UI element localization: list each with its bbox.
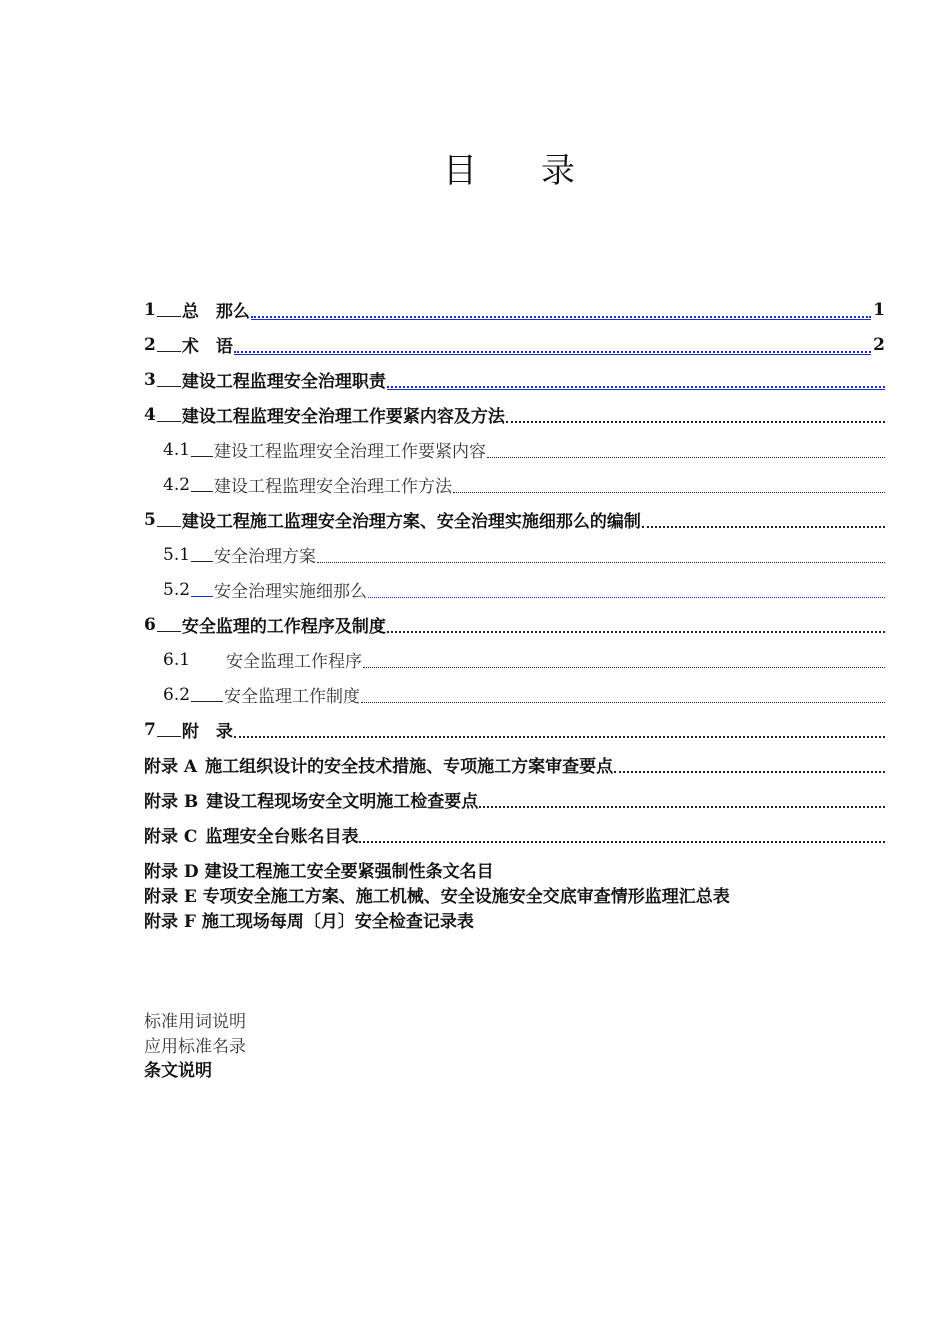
- toc-entry-number: 4: [144, 404, 156, 425]
- toc-dot-leader: [361, 698, 885, 703]
- toc-dot-leader: [317, 558, 885, 563]
- referenced-standards-line[interactable]: 应用标准名录: [144, 1037, 246, 1057]
- toc-entry-separator: [191, 490, 213, 492]
- standard-terms-line[interactable]: 标准用词说明: [144, 1012, 246, 1032]
- toc-entry[interactable]: [144, 327, 885, 362]
- table-of-contents: [144, 292, 885, 852]
- toc-entry-separator: [191, 595, 213, 597]
- toc-entry-label: 总 那么: [181, 302, 250, 322]
- toc-page-number: 1: [873, 299, 885, 320]
- toc-entry[interactable]: [144, 572, 885, 607]
- toc-page-number: 2: [873, 334, 885, 355]
- toc-entry[interactable]: [144, 432, 885, 467]
- toc-entry[interactable]: [144, 712, 885, 747]
- toc-entry-number: 4.2: [163, 474, 191, 495]
- toc-entry-label: 施工组织设计的安全技术措施、专项施工方案审查要点: [205, 757, 614, 777]
- toc-entry-number: 7: [144, 719, 156, 740]
- toc-entry[interactable]: [144, 537, 885, 572]
- toc-entry-number: 5.1: [163, 544, 191, 565]
- toc-entry-separator: [157, 385, 181, 387]
- toc-dot-leader: [387, 627, 885, 633]
- toc-entry-label: 建设工程施工监理安全治理方案、安全治理实施细那么的编制: [181, 512, 641, 532]
- appendix-d-line[interactable]: 附录 D 建设工程施工安全要紧强制性条文名目: [144, 862, 494, 882]
- toc-entry-separator: [157, 350, 181, 352]
- toc-entry-number: 附录 C: [144, 827, 198, 847]
- toc-entry-number: 附录 B: [144, 792, 199, 812]
- toc-entry-label: 建设工程监理安全治理工作要紧内容及方法: [181, 407, 505, 427]
- page-title: [0, 143, 950, 192]
- toc-entry-separator: [157, 315, 181, 317]
- toc-dot-leader: [614, 767, 885, 773]
- toc-entry-label: 安全治理实施细那么: [214, 582, 368, 602]
- toc-entry-label: 安全监理工作制度: [224, 687, 361, 707]
- toc-entry[interactable]: [144, 397, 885, 432]
- toc-entry-number: 2: [144, 334, 156, 355]
- toc-entry-label: 安全监理工作程序: [226, 652, 363, 672]
- toc-dot-leader: [487, 453, 885, 458]
- toc-entry-separator: [157, 630, 181, 632]
- toc-dot-leader: [251, 312, 871, 318]
- toc-entry[interactable]: [144, 607, 885, 642]
- toc-entry[interactable]: [144, 642, 885, 677]
- toc-dot-leader: [453, 488, 885, 493]
- toc-entry-separator: [157, 420, 181, 422]
- toc-entry-number: 5: [144, 509, 156, 530]
- toc-entry-separator: [191, 666, 225, 667]
- appendix-f-line[interactable]: 附录 F 施工现场每周〔月〕安全检查记录表: [144, 912, 474, 932]
- toc-entry-separator: [191, 455, 213, 457]
- toc-entry[interactable]: [144, 677, 885, 712]
- toc-entry-separator: [191, 700, 223, 702]
- toc-entry[interactable]: [144, 782, 885, 817]
- toc-entry-label: 安全治理方案: [214, 547, 317, 567]
- toc-entry-label: 附 录: [181, 722, 233, 742]
- toc-entry[interactable]: [144, 747, 885, 782]
- toc-entry-label: 建设工程监理安全治理工作要紧内容: [214, 442, 487, 462]
- toc-entry-label: 建设工程监理安全治理工作方法: [214, 477, 453, 497]
- toc-entry-label: 安全监理的工作程序及制度: [181, 617, 386, 637]
- toc-entry-number: 5.2: [163, 579, 191, 600]
- toc-dot-leader: [363, 663, 885, 668]
- toc-entry-number: 附录 A: [144, 757, 198, 777]
- title-char-2: 录: [541, 151, 577, 191]
- toc-entry[interactable]: [144, 292, 885, 327]
- toc-entry[interactable]: [144, 817, 885, 852]
- toc-entry-separator: [157, 525, 181, 527]
- toc-dot-leader: [506, 417, 885, 423]
- appendix-e-line[interactable]: 附录 E 专项安全施工方案、施工机械、安全设施安全交底审查情形监理汇总表: [144, 887, 730, 907]
- toc-dot-leader: [387, 382, 885, 388]
- toc-entry-number: 3: [144, 369, 156, 390]
- toc-dot-leader: [642, 522, 885, 528]
- toc-entry-number: 4.1: [163, 439, 191, 460]
- clause-explanation-line[interactable]: 条文说明: [144, 1061, 212, 1081]
- toc-entry-label: 建设工程现场安全文明施工检查要点: [206, 792, 479, 812]
- toc-dot-leader: [234, 347, 871, 353]
- toc-entry-number: 6.2: [163, 684, 191, 705]
- toc-entry-separator: [157, 735, 181, 737]
- toc-entry[interactable]: [144, 362, 885, 397]
- toc-entry[interactable]: [144, 502, 885, 537]
- toc-entry-number: 6.1: [163, 649, 191, 670]
- title-char-1: 目: [443, 151, 479, 191]
- toc-dot-leader: [234, 732, 885, 738]
- toc-entry-label: 监理安全台账名目表: [205, 827, 359, 847]
- toc-entry-label: 建设工程监理安全治理职责: [181, 372, 386, 392]
- toc-dot-leader: [368, 593, 885, 598]
- toc-entry-separator: [191, 560, 213, 562]
- toc-dot-leader: [359, 837, 885, 843]
- toc-entry-number: 1: [144, 299, 156, 320]
- toc-entry-number: 6: [144, 614, 156, 635]
- toc-entry-label: 术 语: [181, 337, 233, 357]
- toc-entry[interactable]: [144, 467, 885, 502]
- toc-dot-leader: [479, 802, 885, 808]
